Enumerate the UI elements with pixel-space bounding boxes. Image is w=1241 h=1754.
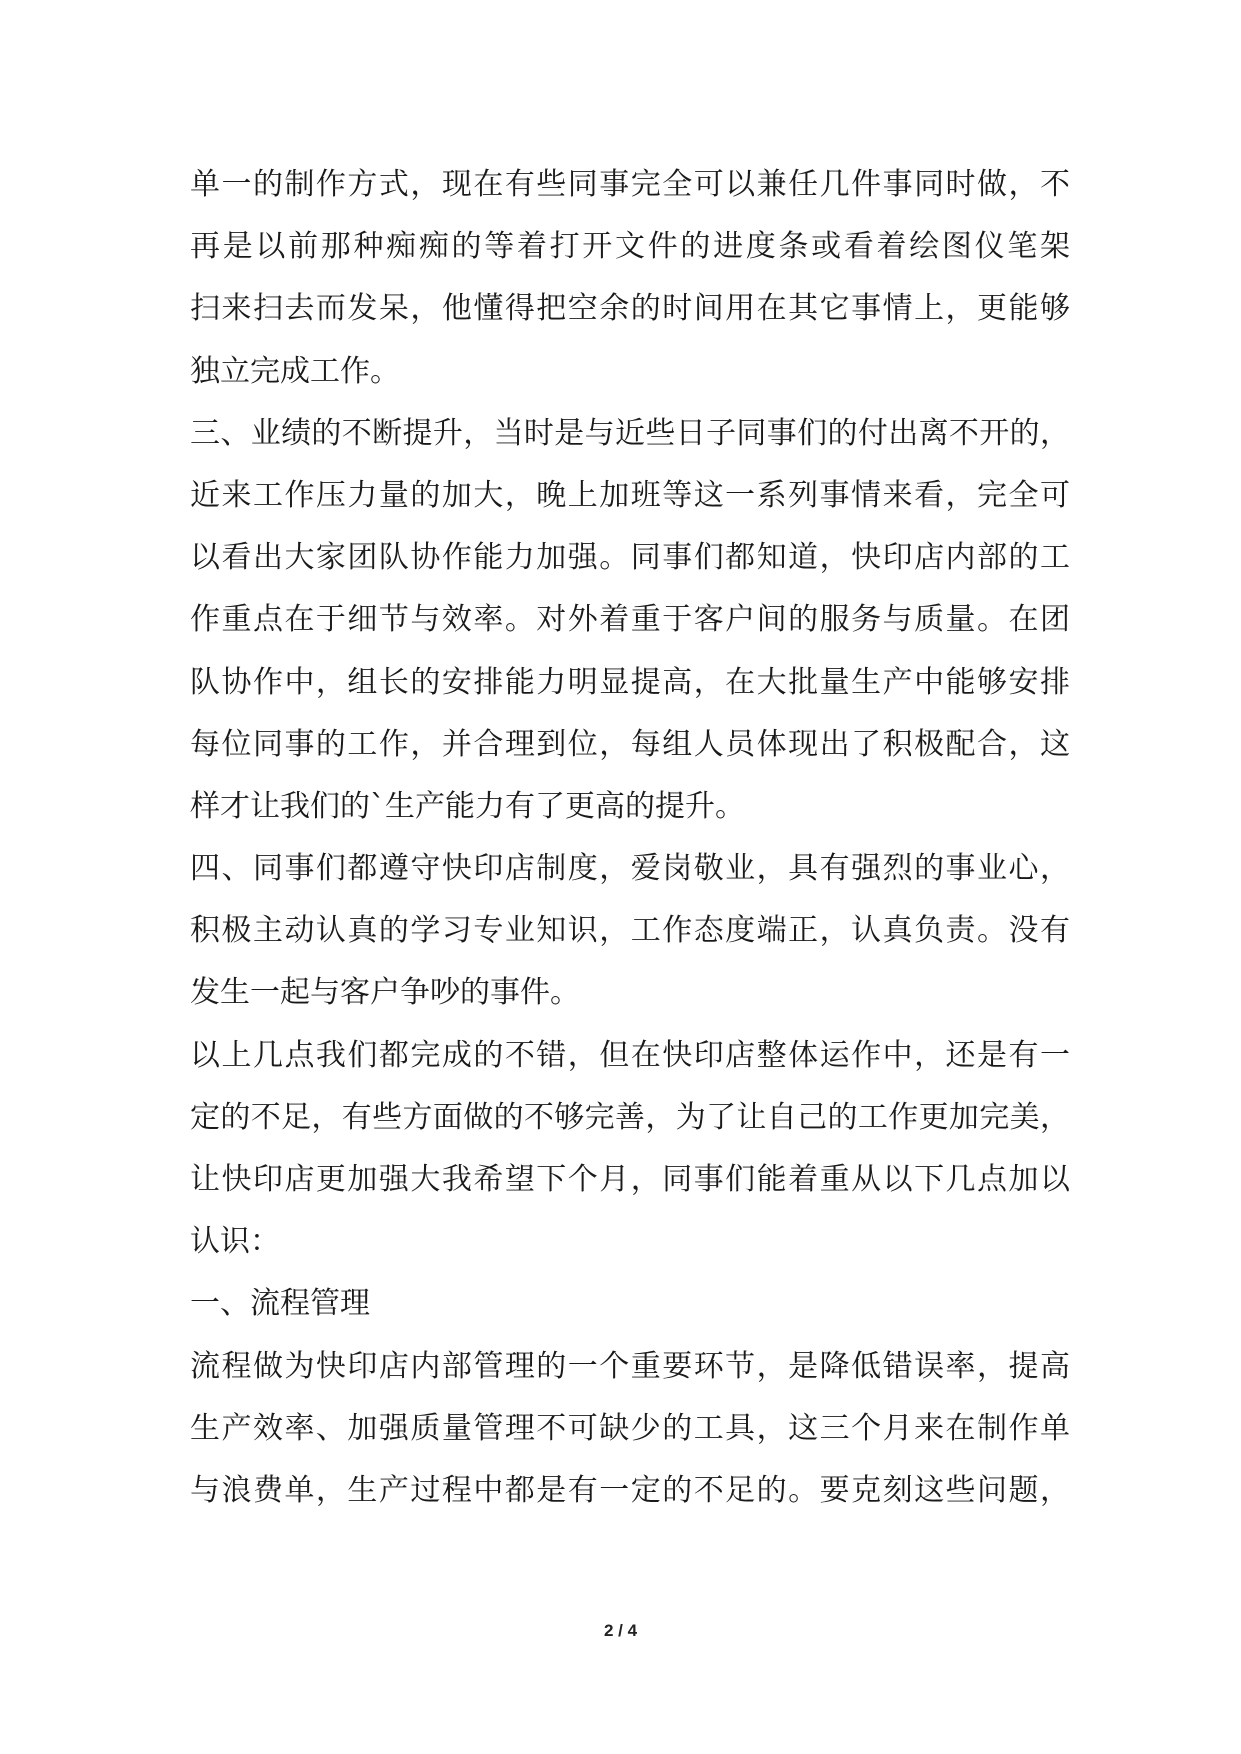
text-line: 认识： — [190, 1224, 280, 1260]
text-line: 以看出大家团队协作能力加强。同事们都知道，快印店内部的工 — [190, 540, 1070, 576]
text-line: 独立完成工作。 — [190, 353, 400, 389]
text-line: 扫来扫去而发呆，他懂得把空余的时间用在其它事情上，更能够 — [190, 291, 1070, 327]
section-heading: 一、流程管理 — [190, 1286, 370, 1322]
text-line: 每位同事的工作，并合理到位，每组人员体现出了积极配合，这 — [190, 726, 1070, 762]
text-line: 流程做为快印店内部管理的一个重要环节，是降低错误率，提高 — [190, 1348, 1070, 1384]
text-line: 以上几点我们都完成的不错，但在快印店整体运作中，还是有一 — [190, 1037, 1070, 1073]
body-text — [190, 154, 1070, 1522]
page-number: 2 / 4 — [603, 1621, 638, 1640]
text-line: 发生一起与客户争吵的事件。 — [190, 975, 580, 1011]
text-line: 让快印店更加强大我希望下个月，同事们能着重从以下几点加以 — [190, 1162, 1070, 1197]
text-line: 三、业绩的不断提升，当时是与近些日子同事们的付出离不开的， — [190, 415, 1070, 451]
text-line: 队协作中，组长的安排能力明显提高，在大批量生产中能够安排 — [190, 664, 1070, 700]
text-line: 作重点在于细节与效率。对外着重于客户间的服务与质量。在团 — [190, 602, 1070, 638]
text-line: 与浪费单，生产过程中都是有一定的不足的。要克刻这些问题， — [190, 1472, 1070, 1508]
text-line: 近来工作压力量的加大，晚上加班等这一系列事情来看，完全可 — [190, 477, 1070, 513]
text-line: 四、同事们都遵守快印店制度，爱岗敬业，具有强烈的事业心， — [190, 851, 1070, 887]
text-line: 积极主动认真的学习专业知识，工作态度端正，认真负责。没有 — [190, 913, 1070, 949]
text-line: 再是以前那种痴痴的等着打开文件的进度条或看着绘图仪笔架 — [190, 229, 1070, 265]
text-line: 样才让我们的`生产能力有了更高的提升。 — [190, 788, 745, 824]
text-line: 单一的制作方式，现在有些同事完全可以兼任几件事同时做，不 — [190, 167, 1070, 202]
text-line: 生产效率、加强质量管理不可缺少的工具，这三个月来在制作单 — [190, 1410, 1070, 1446]
text-line: 定的不足，有些方面做的不够完善，为了让自己的工作更加完美， — [190, 1099, 1070, 1135]
